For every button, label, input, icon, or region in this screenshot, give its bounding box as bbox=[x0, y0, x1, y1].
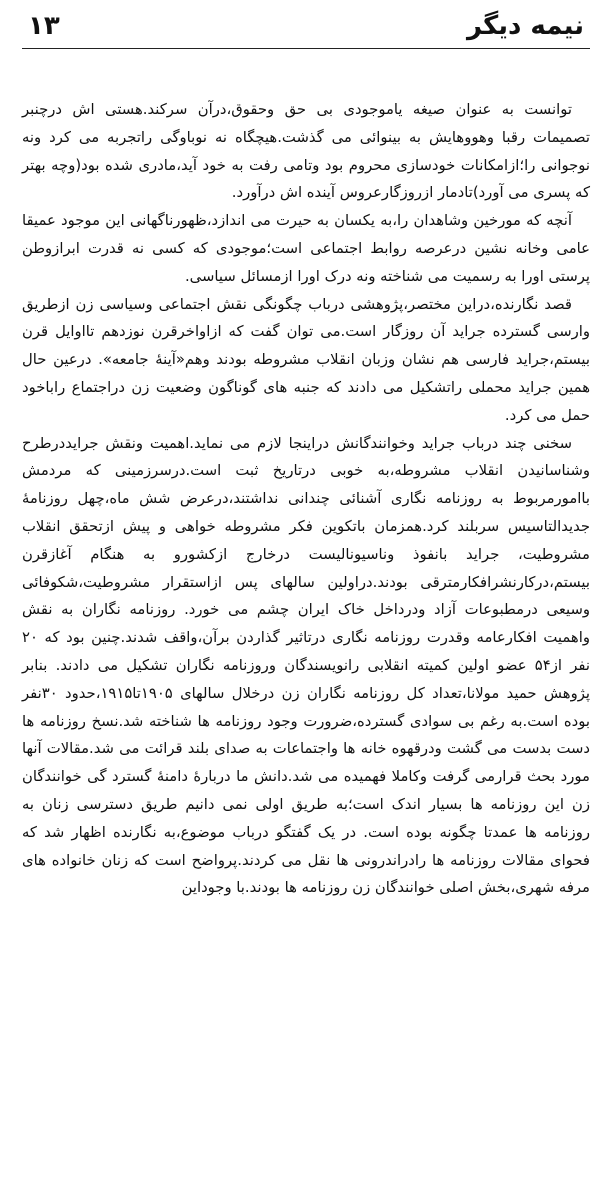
paragraph: آنچه که مورخین وشاهدان را،به یکسان به حیرت می اندازد،ظهورناگهانی این موجود عمیقا عامی وخانه نشین درعرصه روابط اجتماعی است؛موجودی که کسی نه قدرت ابرازوطن پرستی اورا به رسمیت می شناخته ونه درک اورا ازمسائل سیاسی. bbox=[22, 212, 590, 285]
page-number: ۱۳ bbox=[28, 11, 60, 41]
book-title: نیمه دیگر bbox=[466, 11, 584, 41]
paragraph: توانست به عنوان صیغه یاموجودی بی حق وحقوق،درآن سرکند.هستی اش درچنبر تصمیمات رقبا وهووهایش به بینوائی می گذشت.هیچگاه نه نوباوگی راتجربه می کرد ونه نوجوانی را؛ازامکانات خودسازی محروم بود وتامی رفت به خود آید،مادری شده بود(وچه بهتر که پسری می آورد)تادمار ازروزگارعروس آینده اش درآورد. bbox=[22, 101, 590, 202]
paragraph: قصد نگارنده،دراین مختصر،پژوهشی درباب چگونگی نقش اجتماعی وسیاسی زن ازطریق وارسی گسترده جراید آن روزگار است.می توان گفت که ازاواخرقرن نوزدهم تااوایل قرن بیستم،جراید فارسی هم نشان وزبان انقلاب مشروطه بودند وهم«آینهٔ جامعه». درعین حال همین جراید محملی راتشکیل می دادند که جنبه های گوناگون وضعیت زن دراجتماع راباخود حمل می کرد. bbox=[22, 295, 590, 424]
paragraph: سخنی چند درباب جراید وخوانندگانش دراینجا لازم می نماید.اهمیت ونقش جرایددرطرح وشناسانیدن انقلاب مشروطه،به خوبی درتاریخ ثبت است.درسرزمینی که مردمش باامورمربوط به روزنامه نگاری آشنائی چندانی نداشتند،درعرض شش ماه،چهل روزنامهٔ جدیدالتاسیس سربلند کرد.همزمان باتکوین فکر مشروطه خواهی و پیش ازتحقق انقلاب مشروطیت، جراید بانفوذ وناسیونالیست درخارج ازکشورو به هنگام آغازقرن بیستم،درکارنشرافکارمترقی بودند.دراولین سالهای پس ازاستقرار مشروطیت،شکوفائی وسیعی درمطبوعات آزاد ودرداخل خاک ایران چشم می خورد. روزنامه نگاران به نقش واهمیت افکارعامه وقدرت روزنامه نگاری درتاثیر گذاردن برآن،واقف شدند.چنین بود که ۲۰ نفر از۵۴ عضو اولین کمیته انقلابی رانویسندگان وروزنامه نگاران تشکیل می دادند. بنابر پژوهش حمید مولانا،تعداد کل روزنامه نگاران زن درخلال سالهای ۱۹۰۵تا۱۹۱۵،حدود ۳۰نفر بوده است.به رغم بی سوادی گسترده،ضرورت وجود روزنامه ها شناخته شد.نسخ روزنامه ها دست بدست می گشت ودرقهوه خانه ها واجتماعات به صدای بلند قرائت می شد.مقالات آنها مورد بحث قرارمی گرفت وکاملا فهمیده می شد.دانش ما دربارهٔ دامنهٔ گسترد گی خوانندگان زن این روزنامه ها بسیار اندک است؛به طریق اولی نمی دانیم طریق دسترسی زنان به روزنامه ها عمدتا چگونه بوده است. در یک گفتگو درباب موضوع،به نگارنده اظهار شد که فحوای مقالات روزنامه ها رادراندرونی ها نقل می کردند.پرواضح است که زنان خانواده های مرفه شهری،بخش اصلی خوانندگان زن روزنامه ها بودند.با وجوداین bbox=[22, 434, 590, 897]
body-text bbox=[22, 96, 590, 902]
running-head bbox=[22, 10, 590, 44]
header-rule bbox=[22, 48, 590, 49]
